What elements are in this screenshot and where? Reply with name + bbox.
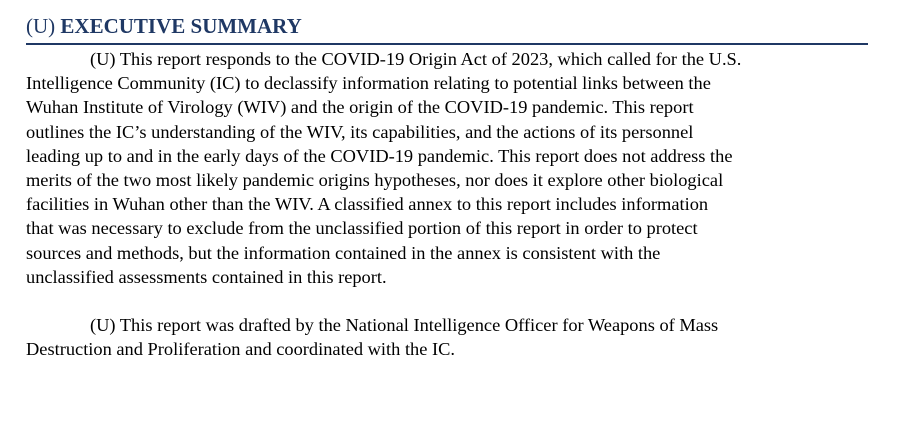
summary-paragraph-1: (U) This report responds to the COVID-19 Origin Act of 2023, which called for the U.S. Intelligence Community (IC) to declassify information relating to potential links between the Wuhan Institute of Virology (WIV) and the origin of the COVID-19 pandemic. This report outlines the IC’s understanding of the WIV, its capabilities, and the actions of its personnel leading up to and in the early days of the COVID-19 pandemic. This report does not address the merits of the two most likely pandemic origins hypotheses, nor does it explore other biological facilities in Wuhan other than the WIV. A classified annex to this report includes information that was necessary to exclude from the unclassified portion of this report in order to protect sources and methods, but the information contained in the annex is consistent with the unclassified assessments contained in this report.	[26, 49, 742, 287]
executive-summary-section	[26, 12, 868, 361]
summary-paragraph-2: (U) This report was drafted by the National Intelligence Officer for Weapons of Mass Destruction and Proliferation and coordinated with the IC.	[26, 315, 719, 360]
classification-marking: (U)	[26, 14, 56, 38]
heading-title: EXECUTIVE SUMMARY	[60, 14, 302, 38]
section-heading	[26, 12, 868, 45]
